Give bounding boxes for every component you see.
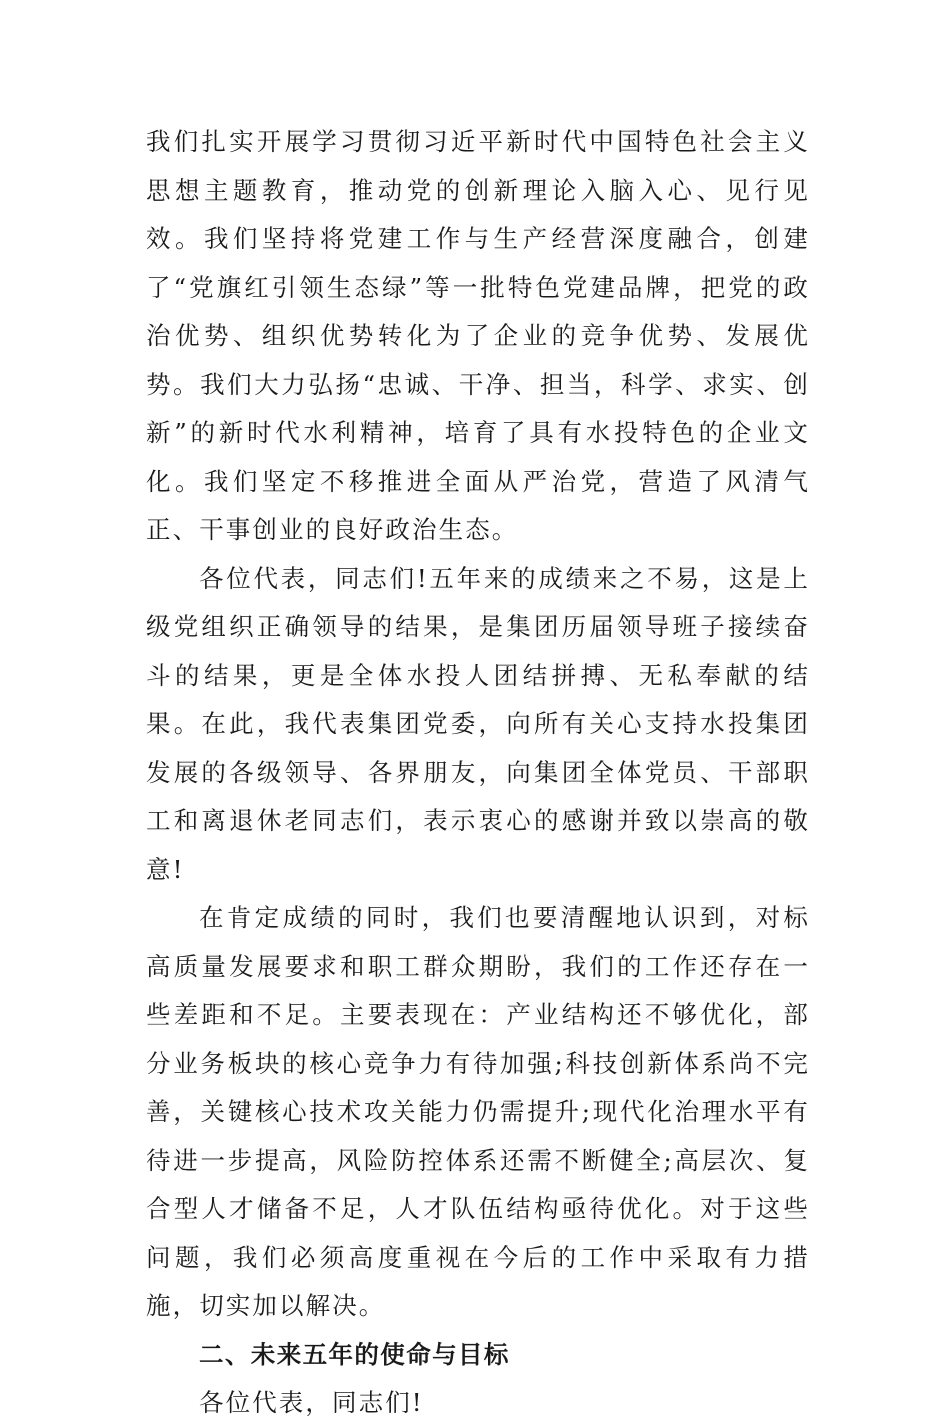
paragraph-shortcomings: 在肯定成绩的同时，我们也要清醒地认识到，对标高质量发展要求和职工群众期盼，我们的工作还存在一些差距和不足。主要表现在：产业结构还不够优化，部分业务板块的核心竞争力有待加强;科技创新体系尚不完善，关键核心技术攻关能力仍需提升;现代化治理水平有待进一步提高，风险防控体系还需不断健全;高层次、复合型人才储备不足，人才队伍结构亟待优化。对于这些问题，我们必须高度重视在今后的工作中采取有力措施，切实加以解决。 — [146, 903, 810, 1320]
document-body — [146, 118, 810, 1428]
paragraph-party-building: 我们扎实开展学习贯彻习近平新时代中国特色社会主义思想主题教育，推动党的创新理论入脑入心、见行见效。我们坚持将党建工作与生产经营深度融合，创建了“党旗红引领生态绿”等一批特色党建品牌，把党的政治优势、组织优势转化为了企业的竞争优势、发展优势。我们大力弘扬“忠诚、干净、担当，科学、求实、创新”的新时代水利精神，培育了具有水投特色的企业文化。我们坚定不移推进全面从严治党，营造了风清气正、干事创业的良好政治生态。 — [146, 127, 810, 544]
paragraph-acknowledgement: 各位代表，同志们!五年来的成绩来之不易，这是上级党组织正确领导的结果，是集团历届领导班子接续奋斗的结果，更是全体水投人团结拼搏、无私奉献的结果。在此，我代表集团党委，向所有关心支持水投集团发展的各级领导、各界朋友，向集团全体党员、干部职工和离退休老同志们，表示衷心的感谢并致以崇高的敬意! — [146, 563, 810, 884]
closing-line: 各位代表，同志们! — [199, 1388, 424, 1417]
section-heading: 二、未来五年的使命与目标 — [199, 1339, 510, 1369]
